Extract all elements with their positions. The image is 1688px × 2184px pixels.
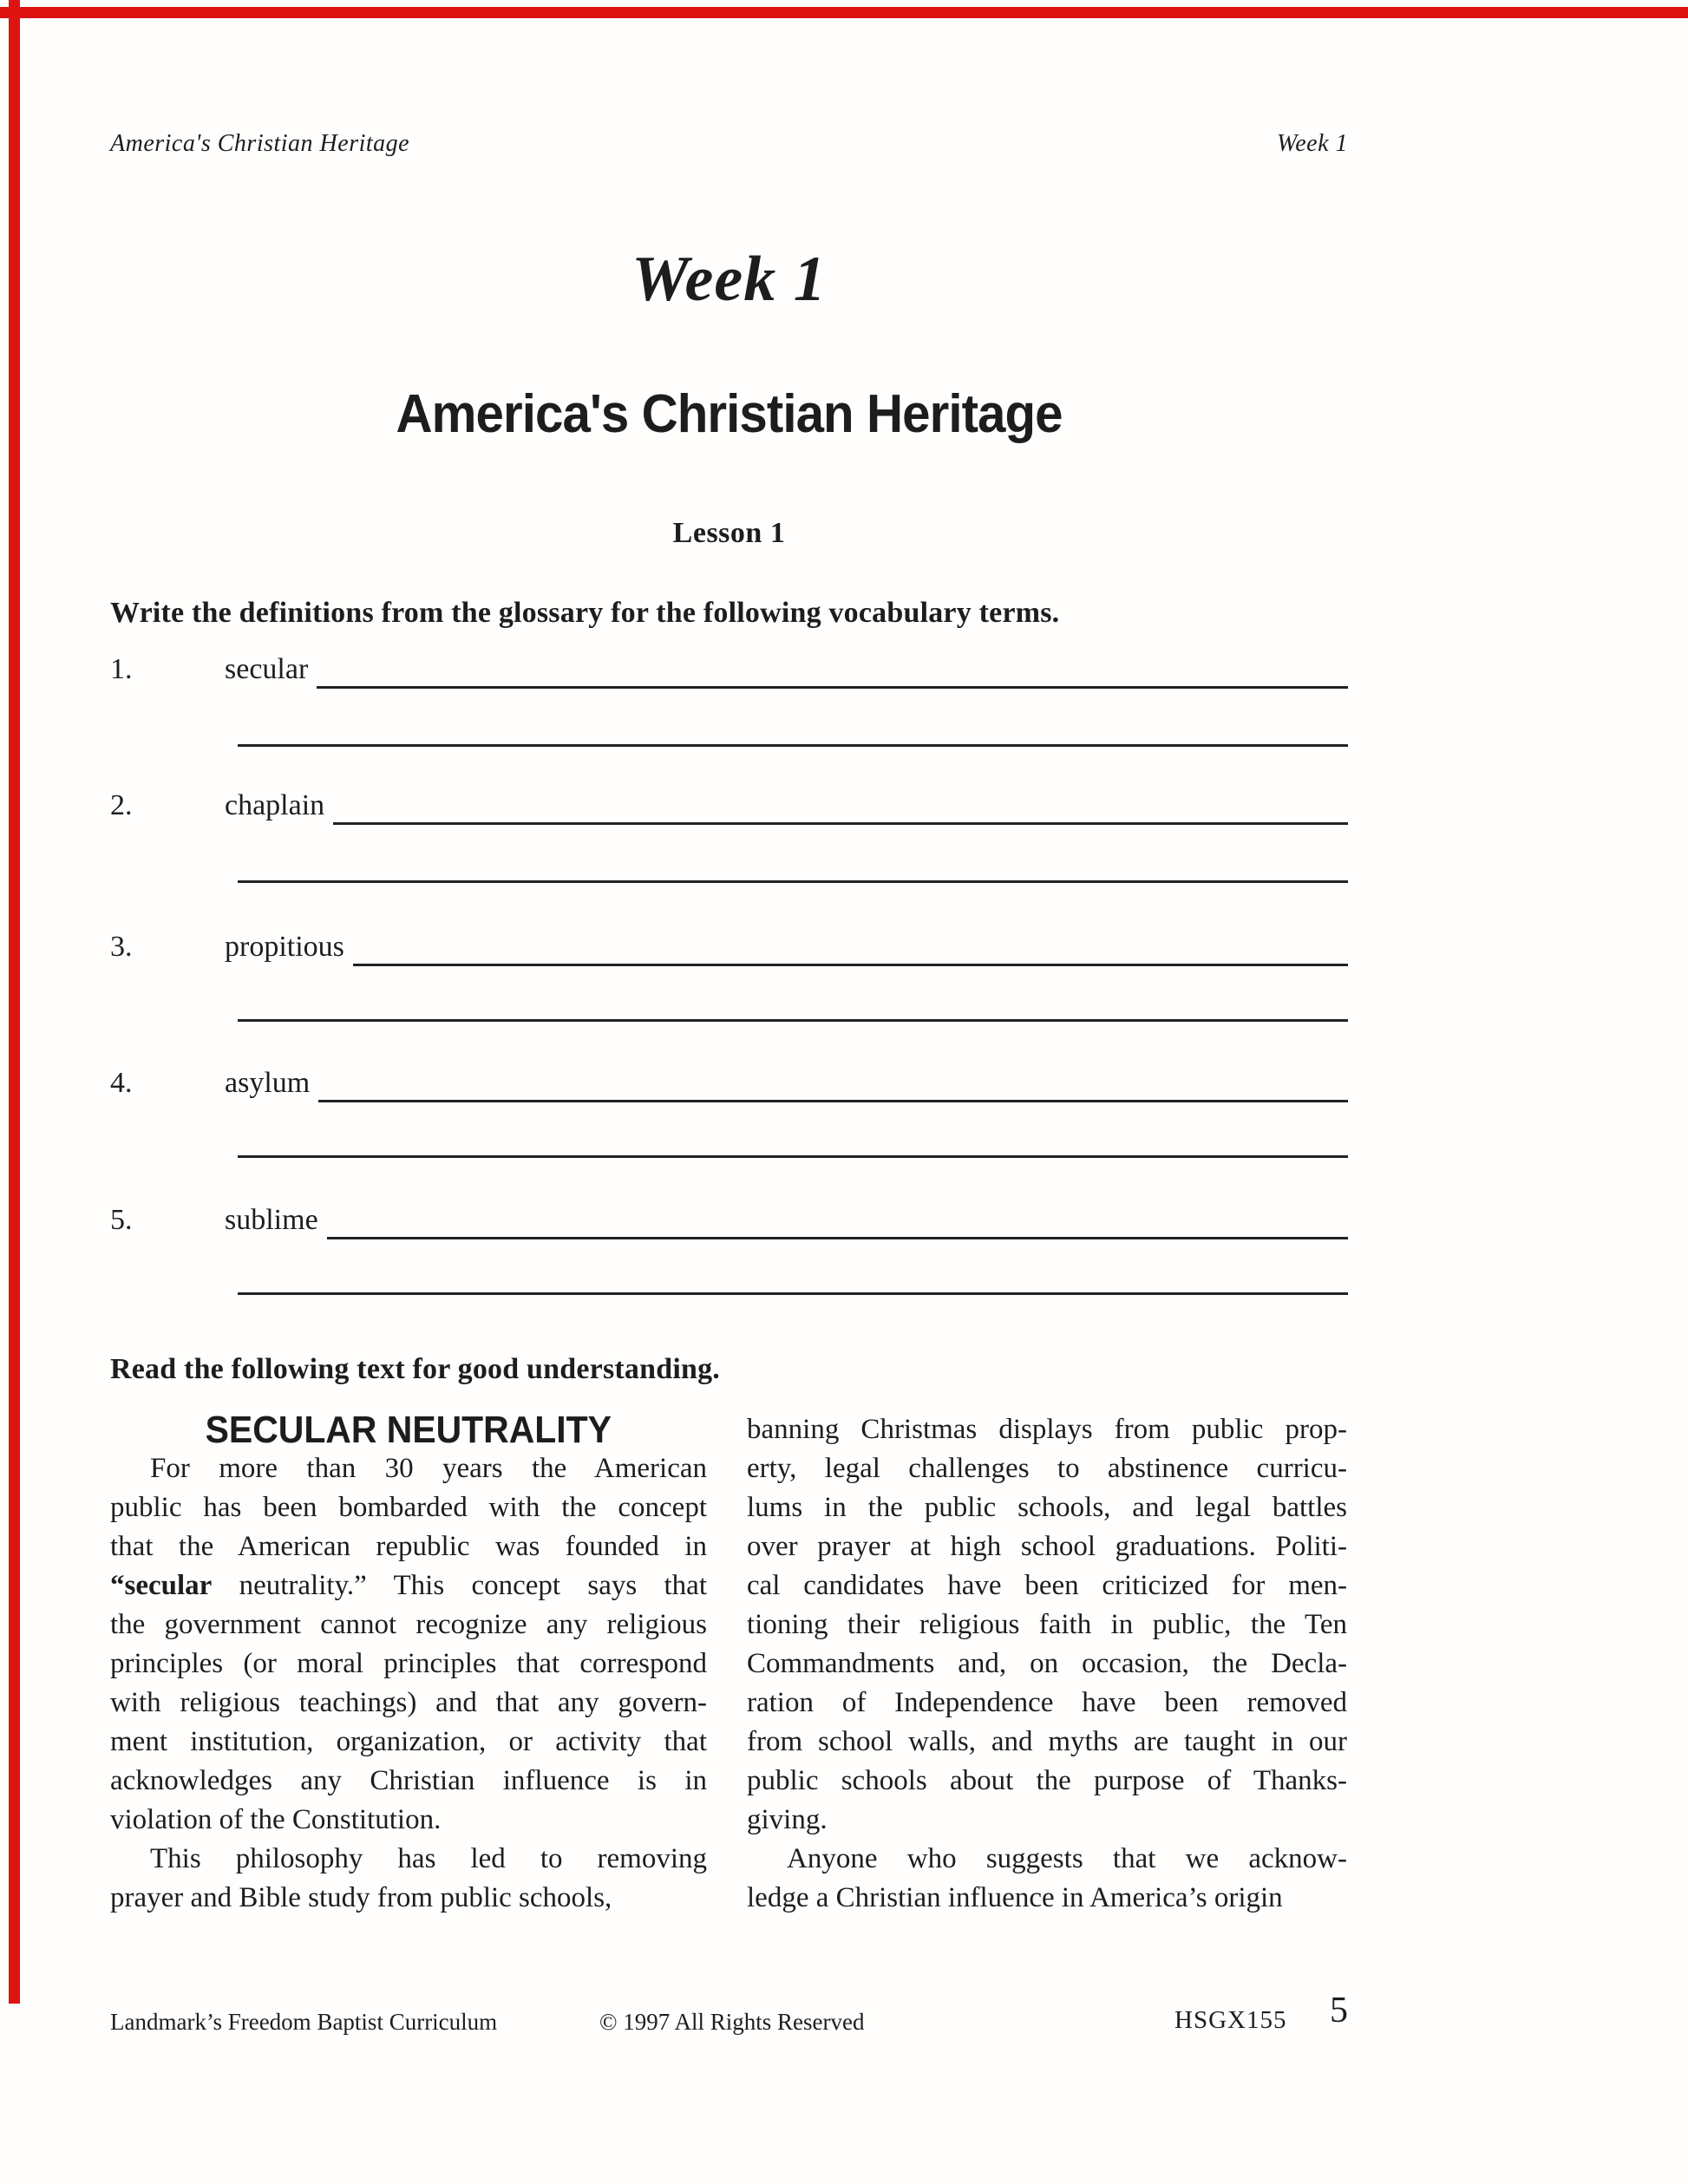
answer-blank-line-2 <box>238 1019 1348 1022</box>
running-header-right: Week 1 <box>1276 130 1348 157</box>
lesson-heading: Lesson 1 <box>672 517 786 549</box>
answer-blank-line-2 <box>238 1292 1348 1295</box>
page-subtitle-text: America's Christian Heritage <box>396 384 1063 444</box>
article-text-line: lums in the public schools, and legal battles <box>747 1492 1347 1523</box>
page-title: Week 1 <box>631 244 827 315</box>
article-text-line: from school walls, and myths are taught in our <box>747 1726 1347 1757</box>
vocab-item-number: 2. <box>110 789 133 821</box>
page-subtitle <box>110 383 1348 445</box>
article-text-line: public schools about the purpose of Thanks- <box>747 1765 1347 1796</box>
article-text-line: acknowledges any Christian influence is in <box>110 1765 707 1796</box>
footer-page-number: 5 <box>1330 1991 1348 2030</box>
vocab-item-chaplain <box>110 789 1348 822</box>
article-text-line: with religious teachings) and that any govern- <box>110 1687 707 1718</box>
vocab-item-sublime <box>110 1204 1348 1237</box>
vocab-item-number: 3. <box>110 931 133 963</box>
answer-blank-line-1 <box>353 931 1348 966</box>
answer-blank-line-2 <box>238 1155 1348 1158</box>
article-text-line: Commandments and, on occasion, the Decla- <box>747 1648 1347 1679</box>
article-column-right <box>747 1410 1347 1918</box>
footer-publisher: Landmark’s Freedom Baptist Curriculum <box>110 2009 498 2035</box>
answer-blank-line-2 <box>238 880 1348 883</box>
vocab-item-term: propitious <box>225 931 344 963</box>
article-text-line: the government cannot recognize any religious <box>110 1609 707 1640</box>
article-text-line: public has been bombarded with the concept <box>110 1492 707 1523</box>
vocab-item-secular <box>110 653 1348 686</box>
read-instruction: Read the following text for good understanding. <box>110 1353 720 1385</box>
article-text-line: “secular neutrality.” This concept says that <box>110 1570 707 1601</box>
article-text-line: giving. <box>747 1804 828 1835</box>
vocab-item-term: asylum <box>225 1067 311 1099</box>
answer-blank-line-2 <box>238 744 1348 747</box>
vocab-item-term: sublime <box>225 1204 318 1236</box>
article-text-line: erty, legal challenges to abstinence curricu- <box>747 1453 1347 1484</box>
article-heading-text: SECULAR NEUTRALITY <box>205 1409 612 1451</box>
article-text-line: banning Christmas displays from public prop- <box>747 1414 1347 1445</box>
vocab-instruction: Write the definitions from the glossary for the following vocabulary terms. <box>110 597 1060 629</box>
article-text-line: prayer and Bible study from public schools, <box>110 1882 612 1913</box>
article-text-line: ration of Independence have been removed <box>747 1687 1347 1718</box>
article-text-line: ledge a Christian influence in America’s origin <box>747 1882 1283 1913</box>
scan-red-border-left <box>9 0 20 2004</box>
article-text-line: that the American republic was founded in <box>110 1531 707 1562</box>
article-text-line: cal candidates have been criticized for men- <box>747 1570 1347 1601</box>
article-text-line: ment institution, organization, or activity that <box>110 1726 707 1757</box>
article-text-line: This philosophy has led to removing <box>150 1843 707 1874</box>
article-text-line: violation of the Constitution. <box>110 1804 442 1835</box>
footer-copyright: © 1997 All Rights Reserved <box>599 2009 865 2035</box>
answer-blank-line-1 <box>327 1204 1348 1239</box>
vocab-item-number: 4. <box>110 1067 133 1099</box>
article-text-line: tioning their religious faith in public, the Ten <box>747 1609 1347 1640</box>
article-column-left <box>110 1410 707 1918</box>
answer-blank-line-1 <box>318 1067 1348 1102</box>
vocab-item-number: 5. <box>110 1204 133 1236</box>
vocab-item-asylum <box>110 1067 1348 1100</box>
article-text-line: principles (or moral principles that correspond <box>110 1648 707 1679</box>
vocab-item-number: 1. <box>110 653 133 685</box>
article-text-line: Anyone who suggests that we acknow- <box>787 1843 1347 1874</box>
vocab-item-term: chaplain <box>225 789 325 821</box>
article-heading <box>110 1410 707 1449</box>
footer-product-code: HSGX155 <box>1174 2006 1287 2034</box>
vocab-item-propitious <box>110 931 1348 964</box>
answer-blank-line-1 <box>317 653 1348 689</box>
scan-red-border-top <box>0 7 1688 18</box>
vocab-item-term: secular <box>225 653 309 685</box>
running-header-left: America's Christian Heritage <box>110 130 410 157</box>
answer-blank-line-1 <box>333 789 1348 825</box>
article-text-line: For more than 30 years the American <box>150 1453 707 1484</box>
article-text-line: over prayer at high school graduations. Politi- <box>747 1531 1347 1562</box>
